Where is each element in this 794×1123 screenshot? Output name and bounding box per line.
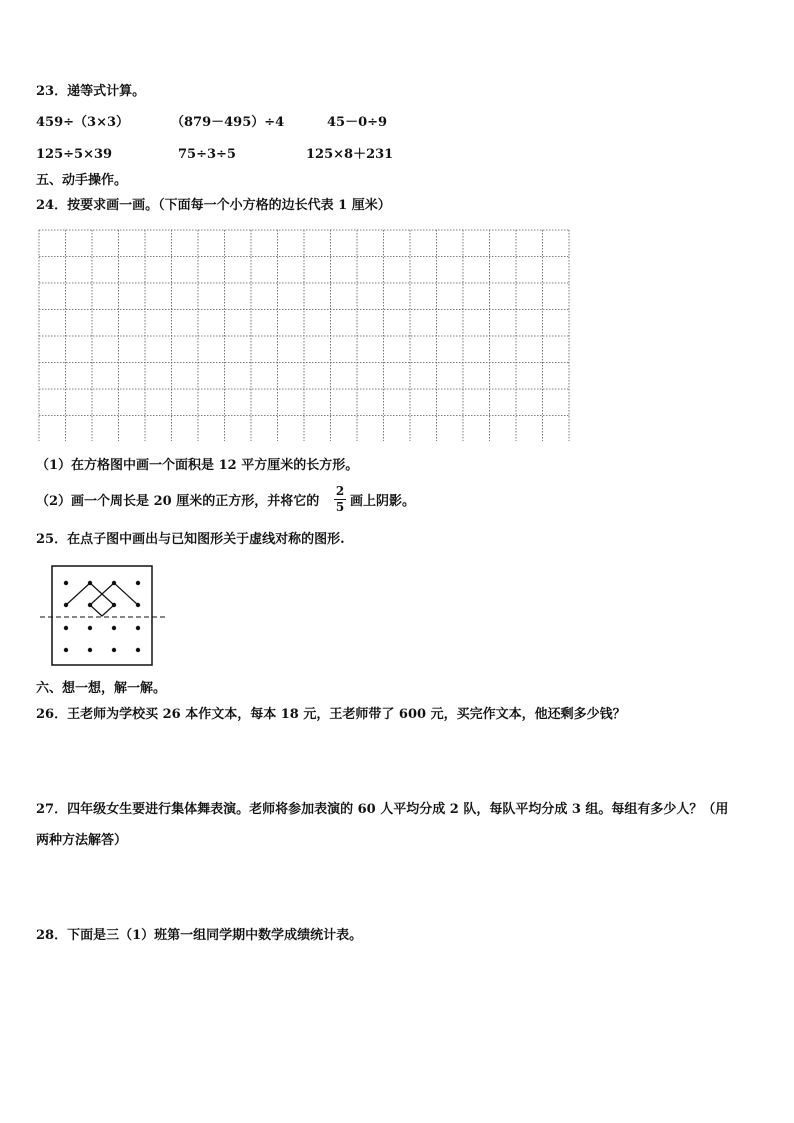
grid-dot xyxy=(136,626,140,630)
q25-title: 25．在点子图中画出与已知图形关于虚线对称的图形. xyxy=(36,532,345,547)
q23-expr-4: 125÷5×39 xyxy=(36,147,113,162)
q23-expr-2: （879－495）÷4 xyxy=(171,115,285,130)
grid-dot xyxy=(112,648,116,652)
grid-dot xyxy=(112,626,116,630)
section-5-heading: 五、动手操作。 xyxy=(36,173,128,188)
grid-dot xyxy=(64,603,68,607)
grid-dot xyxy=(88,603,92,607)
grid-dot xyxy=(136,581,140,585)
grid-dot xyxy=(136,648,140,652)
grid-dot xyxy=(112,603,116,607)
q27-line2: 两种方法解答） xyxy=(36,833,128,848)
grid-dot xyxy=(64,648,68,652)
fraction-two-fifths xyxy=(334,485,346,514)
grid-dot xyxy=(136,603,140,607)
fraction-denominator: 5 xyxy=(335,500,345,514)
q28-text: 28．下面是三（1）班第一组同学期中数学成绩统计表。 xyxy=(36,928,363,943)
q23-expr-6: 125×8＋231 xyxy=(306,147,394,162)
q23-expr-5: 75÷3÷5 xyxy=(178,147,236,162)
grid-dot xyxy=(88,581,92,585)
grid-dot xyxy=(64,626,68,630)
q24-sub2-tail: 画上阴影。 xyxy=(350,494,416,509)
q23-expr-1: 459÷（3×3） xyxy=(36,115,130,130)
grid-dot xyxy=(88,648,92,652)
q24-sub1: （1）在方格图中画一个面积是 12 平方厘米的长方形。 xyxy=(36,458,359,473)
given-shape-left xyxy=(66,583,114,605)
given-shape-right xyxy=(90,583,138,605)
fraction-numerator: 2 xyxy=(335,484,345,498)
given-shape-bottom xyxy=(90,605,114,616)
dot-figure[interactable] xyxy=(36,562,172,670)
grid-dot xyxy=(88,626,92,630)
q26-text: 26．王老师为学校买 26 本作文本，每本 18 元，王老师带了 600 元，买完作文本，他还剩多少钱？ xyxy=(36,707,626,722)
square-grid[interactable] xyxy=(38,229,570,441)
q27-line1: 27．四年级女生要进行集体舞表演。老师将参加表演的 60 人平均分成 2 队，每队平均分成 3 组。每组有多少人？（用 xyxy=(36,802,729,817)
q23-title: 23．递等式计算。 xyxy=(36,84,146,99)
q24-sub2-text: （2）画一个周长是 20 厘米的正方形，并将它的 xyxy=(36,494,320,509)
q24-title: 24．按要求画一画。（下面每一个小方格的边长代表 1 厘米） xyxy=(36,198,391,213)
grid-dot xyxy=(64,581,68,585)
q23-expr-3: 45－0÷9 xyxy=(327,115,388,130)
grid-dot xyxy=(112,581,116,585)
section-6-heading: 六、想一想，解一解。 xyxy=(36,681,167,696)
